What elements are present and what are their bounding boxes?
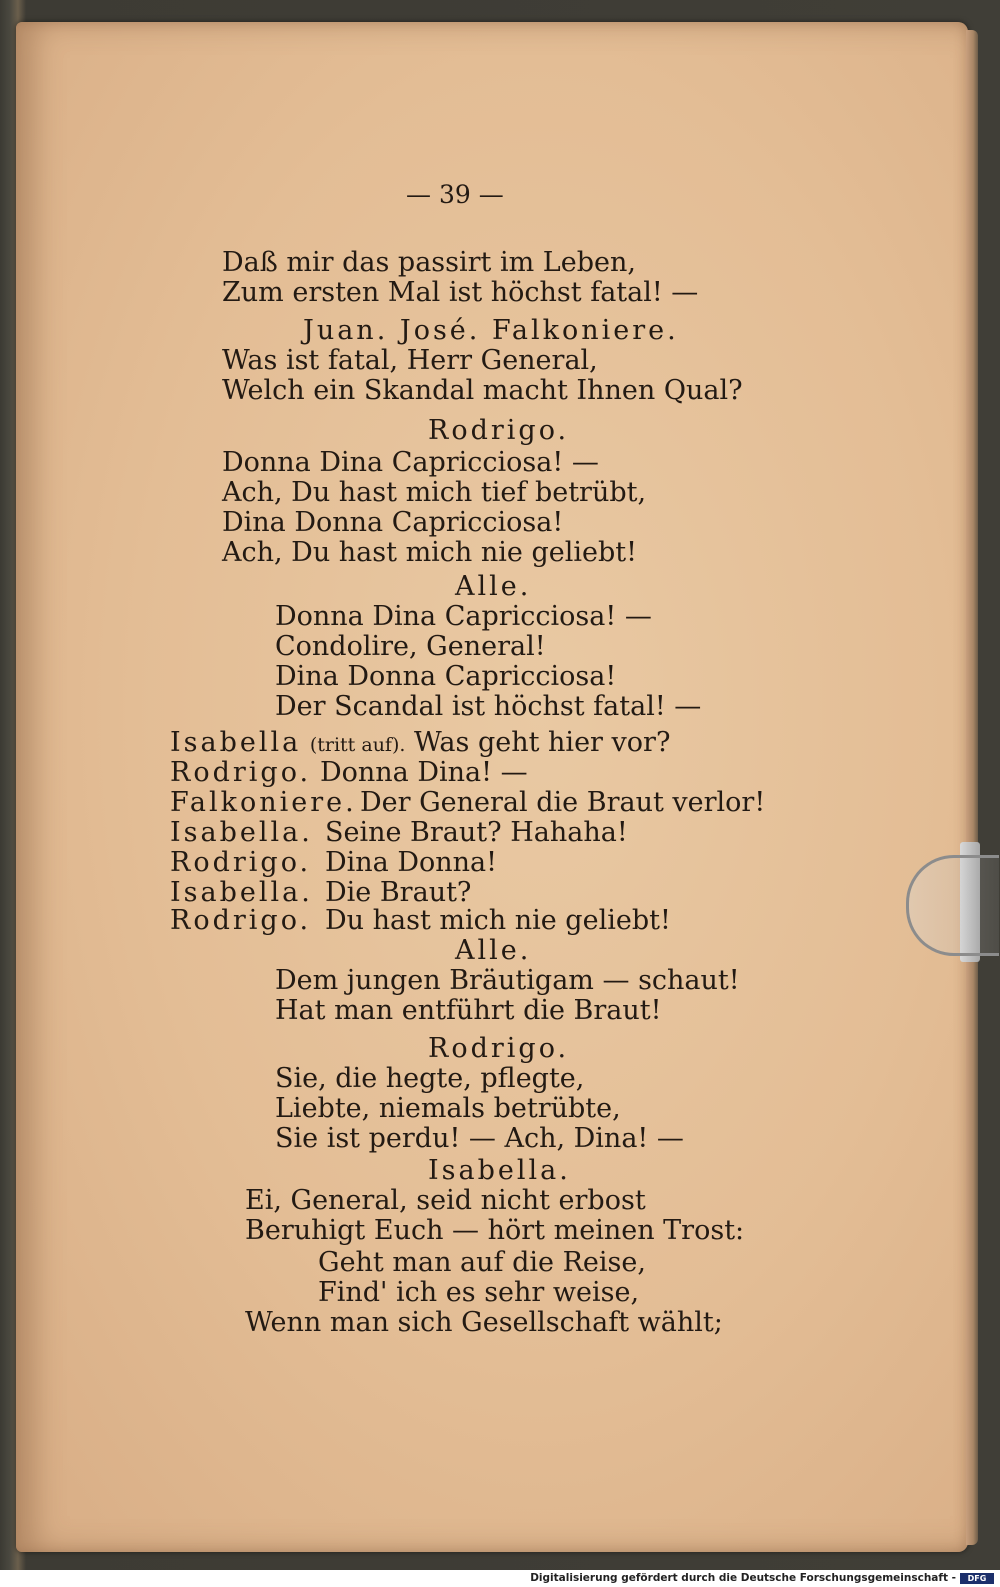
verse-line: Sie ist perdu! — Ach, Dina! —	[275, 1123, 684, 1154]
verse-line: Welch ein Skandal macht Ihnen Qual?	[222, 375, 743, 406]
dialogue-line	[170, 728, 670, 760]
speaker-name: Rodrigo.	[170, 905, 312, 936]
page-number: — 39 —	[406, 180, 504, 209]
dialogue-line	[170, 788, 765, 818]
dialogue-text: Die Braut?	[325, 877, 472, 908]
paper-clip	[906, 855, 999, 956]
dialogue-line	[170, 878, 471, 908]
dialogue-line	[170, 818, 628, 848]
verse-line: Dem jungen Bräutigam — schaut!	[275, 965, 740, 996]
verse-line: Sie, die hegte, pflegte,	[275, 1063, 585, 1094]
verse-line: Ei, General, seid nicht erbost	[245, 1185, 646, 1216]
verse-line: Zum ersten Mal ist höchst fatal! —	[222, 277, 699, 308]
speaker-name: Rodrigo.	[170, 847, 312, 878]
verse-line: Hat man entführt die Braut!	[275, 995, 662, 1026]
speaker-name: Isabella.	[170, 817, 313, 848]
speaker-name: Rodrigo.	[170, 757, 312, 788]
verse-line: Donna Dina Capricciosa! —	[222, 447, 599, 478]
dialogue-line	[170, 758, 528, 788]
dialogue-text: Du hast mich nie geliebt!	[325, 905, 671, 936]
verse-line: Donna Dina Capricciosa! —	[275, 601, 652, 632]
speaker-name: Isabella	[170, 727, 302, 758]
dialogue-line	[170, 848, 497, 878]
verse-line: Dina Donna Capricciosa!	[222, 507, 564, 538]
speaker-heading: Rodrigo.	[428, 415, 570, 446]
dialogue-line	[170, 906, 671, 936]
verse-line: Dina Donna Capricciosa!	[275, 661, 617, 692]
verse-line: Geht man auf die Reise,	[318, 1247, 646, 1278]
speaker-heading: Isabella.	[428, 1155, 571, 1186]
dfg-logo: DFG	[960, 1573, 994, 1584]
dialogue-text: Der General die Braut verlor!	[360, 787, 766, 818]
dialogue-text: Donna Dina! —	[320, 757, 528, 788]
stage-direction: (tritt auf).	[309, 734, 406, 756]
verse-line: Ach, Du hast mich nie geliebt!	[222, 537, 637, 568]
verse-line: Ach, Du hast mich tief betrübt,	[222, 477, 647, 508]
speaker-heading: Alle.	[455, 571, 532, 602]
footer-credit: Digitalisierung gefördert durch die Deutsche Forschungsgemeinschaft -	[530, 1572, 956, 1584]
verse-line: Was ist fatal, Herr General,	[222, 345, 598, 376]
verse-line: Der Scandal ist höchst fatal! —	[275, 691, 702, 722]
speaker-name: Falkoniere.	[170, 787, 357, 818]
verse-line: Beruhigt Euch — hört meinen Trost:	[245, 1215, 745, 1246]
verse-line: Liebte, niemals betrübte,	[275, 1093, 621, 1124]
dialogue-text: Dina Donna!	[325, 847, 497, 878]
speaker-heading: Alle.	[455, 935, 532, 966]
verse-line: Find' ich es sehr weise,	[318, 1277, 640, 1308]
speaker-name: Isabella.	[170, 877, 313, 908]
dialogue-text: Was geht hier vor?	[414, 727, 671, 758]
page-edge	[966, 30, 978, 1545]
speaker-heading: Juan. José. Falkoniere.	[303, 315, 679, 346]
dialogue-text: Seine Braut? Hahaha!	[325, 817, 628, 848]
footer-bar	[0, 1570, 1000, 1587]
speaker-heading: Rodrigo.	[428, 1033, 570, 1064]
verse-line: Daß mir das passirt im Leben,	[222, 247, 636, 278]
verse-line: Condolire, General!	[275, 631, 546, 662]
verse-line: Wenn man sich Gesellschaft wählt;	[245, 1307, 723, 1338]
